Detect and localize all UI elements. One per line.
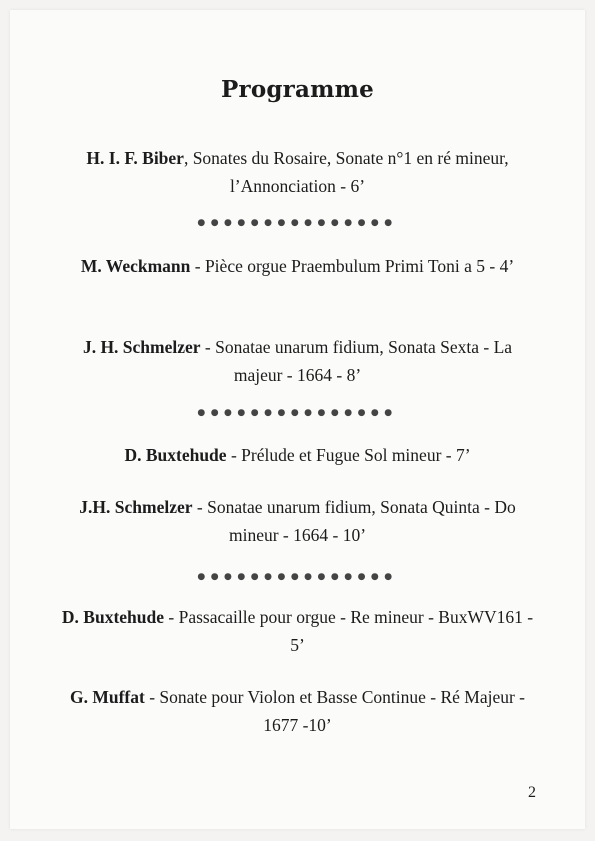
work-description: - Pièce orgue Praembulum Primi Toni a 5 - 4’	[190, 256, 515, 276]
programme-entry	[58, 252, 537, 280]
work-description: - Sonatae unarum fidium, Sonata Sexta - La majeur - 1664 - 8’	[200, 337, 513, 385]
composer-name: D. Buxtehude	[124, 445, 227, 465]
page-title: Programme	[221, 76, 374, 103]
programme-entry	[58, 493, 537, 549]
composer-name: H. I. F. Biber	[86, 148, 184, 168]
composer-name: M. Weckmann	[80, 256, 191, 276]
page-number: 2	[528, 784, 536, 801]
work-description: - Sonate pour Violon et Basse Continue - Ré Majeur - 1677 -10’	[144, 687, 525, 735]
programme-entry	[58, 333, 537, 389]
document-page	[10, 10, 585, 829]
work-description: - Prélude et Fugue Sol mineur - 7’	[226, 445, 471, 465]
programme-entry	[58, 144, 537, 200]
separator-dots: ●●●●●●●●●●●●●●●	[197, 572, 398, 582]
composer-name: J. H. Schmelzer	[82, 337, 201, 357]
work-description: - Passacaille pour orgue - Re mineur - BuxWV161 - 5’	[164, 607, 534, 655]
composer-name: J.H. Schmelzer	[79, 497, 193, 517]
separator-dots: ●●●●●●●●●●●●●●●	[197, 218, 398, 228]
work-description: - Sonatae unarum fidium, Sonata Quinta - Do mineur - 1664 - 10’	[192, 497, 516, 545]
programme-entry	[58, 603, 537, 659]
programme-entry	[58, 683, 537, 739]
composer-name: G. Muffat	[69, 687, 145, 707]
composer-name: D. Buxtehude	[61, 607, 165, 627]
programme-entry	[58, 441, 537, 469]
separator-dots: ●●●●●●●●●●●●●●●	[197, 408, 398, 418]
work-description: , Sonates du Rosaire, Sonate n°1 en ré mineur, l’Annonciation - 6’	[183, 148, 509, 196]
